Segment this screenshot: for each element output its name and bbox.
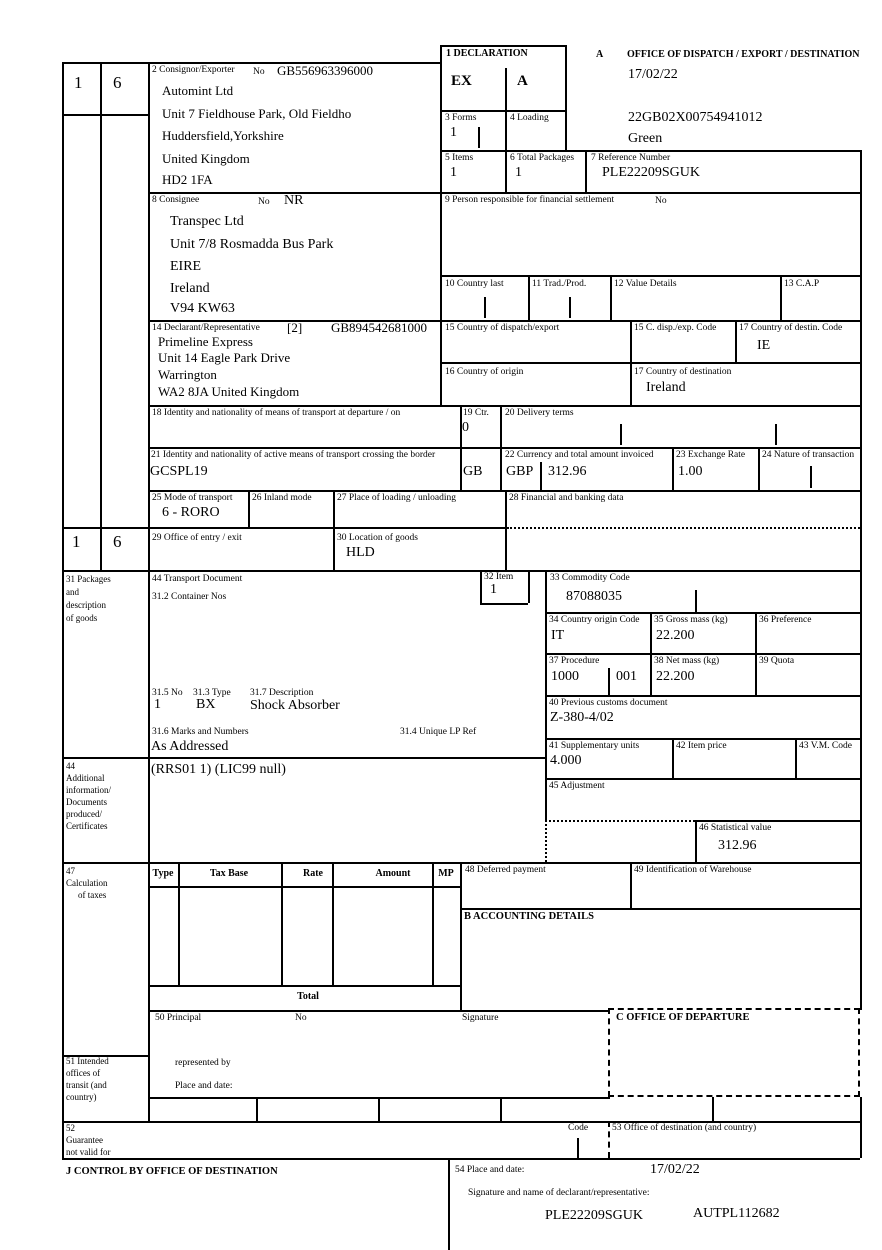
box47-margin-1: 47 [66,866,75,876]
box8-line2: Unit 7/8 Rosmadda Bus Park [170,237,334,252]
box2-line5: HD2 1FA [162,172,213,187]
box16-label: 16 Country of origin [445,367,524,377]
form-rule [608,668,610,695]
box7-value: PLE22209SGUK [602,165,701,180]
form-rule [545,570,547,820]
box1-type: EX [451,73,472,89]
box54-label: 54 Place and date: [455,1165,525,1175]
form-rule [333,490,335,570]
form-rule [178,862,180,985]
box8-line3: EIRE [170,259,202,274]
office-a-prefix: A [596,49,604,60]
office-a-date: 17/02/22 [628,67,678,82]
form-rule [795,738,797,778]
box1-label: 1 DECLARATION [446,48,528,59]
authorisation-number: AUTPL112682 [693,1206,780,1221]
form-rule [148,1010,610,1012]
box17-label: 17 Country of destination [634,367,732,377]
box44-margin-3: information/ [66,785,111,795]
form-rule [565,45,567,152]
box29-label: 29 Office of entry / exit [152,533,242,543]
box44-margin-6: Certificates [66,821,108,831]
box31-7-value: Shock Absorber [250,698,340,713]
box14-line3: Warrington [158,367,217,382]
box31-3-label: 31.3 Type [193,688,231,698]
form-rule [528,275,530,320]
box30-value: HLD [346,545,375,560]
box52-margin-2: Guarantee [66,1135,103,1145]
form-rule [62,62,64,1160]
box22-amount: 312.96 [548,464,587,479]
box18-label: 18 Identity and nationality of means of transport at departure / on [152,408,401,418]
box34-label: 34 Country origin Code [549,615,640,625]
box24-label: 24 Nature of transaction [762,450,855,460]
form-rule [585,150,587,192]
box14-label: 14 Declarant/Representative [152,323,260,333]
form-rule [480,570,482,603]
box15-label: 15 Country of dispatch/export [445,323,560,333]
box31-4-label: 31.4 Unique LP Ref [400,727,477,737]
box40-value: Z-380-4/02 [550,710,614,725]
form-rule [100,62,102,570]
form-rule [500,1097,502,1121]
box17-value: Ireland [646,380,686,395]
form-rule [281,862,283,985]
box31-6-label: 31.6 Marks and Numbers [152,727,249,737]
box1-procedure: A [517,73,528,89]
box8-line1: Transpec Ltd [170,214,244,229]
form-rule [248,490,250,527]
form-rule [62,62,440,64]
box50-label: 50 Principal [155,1013,202,1023]
form-rule-dotted [545,820,547,862]
form-rule [695,590,697,612]
box10-label: 10 Country last [445,279,504,289]
box31-margin-4: of goods [66,613,98,623]
box22-label: 22 Currency and total amount invoiced [505,450,654,460]
form-rule [569,297,571,318]
form-rule [256,1097,258,1121]
box8-line5: V94 KW63 [170,301,235,316]
tax-header-type: Type [152,868,174,879]
form-rule [62,1158,860,1160]
box5-label: 5 Items [445,153,474,163]
box39-label: 39 Quota [759,656,795,666]
box13-label: 13 C.A.P [784,279,820,289]
form-rule [148,985,460,987]
box28-label: 28 Financial and banking data [509,493,624,503]
box52-margin-3: not valid for [66,1147,111,1157]
box38-value: 22.200 [656,669,695,684]
form-rule [577,1138,579,1158]
form-rule [755,612,757,695]
box17a-value: IE [757,338,771,353]
form-rule [448,1158,450,1250]
form-rule [500,405,502,490]
form-rule [505,68,507,192]
form-rule [440,275,860,277]
box2-no-label: No [253,67,265,77]
form-rule [460,405,462,490]
box33-label: 33 Commodity Code [550,573,630,583]
form-rule [484,297,486,318]
box23-label: 23 Exchange Rate [676,450,746,460]
box31-6-value: As Addressed [151,739,229,754]
box11-label: 11 Trad./Prod. [532,279,587,289]
box2-line1: Automint Ltd [162,83,234,98]
box37-extra: 001 [616,669,637,684]
box8-line4: Ireland [170,281,210,296]
form-rule [695,820,860,822]
form-rule [540,462,542,490]
box21-nationality: GB [463,464,483,479]
form-rule [860,1097,862,1158]
j-control-header: J CONTROL BY OFFICE OF DESTINATION [66,1166,278,1177]
form-rule [758,447,760,490]
tax-header-taxbase: Tax Base [209,868,249,879]
form-rule [620,424,622,445]
box31-5-value: 1 [154,697,161,712]
box8-label: 8 Consignee [152,195,200,205]
box43-label: 43 V.M. Code [799,741,852,751]
box54-date: 17/02/22 [650,1162,700,1177]
form-rule [440,362,860,364]
box22-currency: GBP [506,464,534,479]
box41-value: 4.000 [550,753,582,768]
box14-id: GB894542681000 [331,320,428,335]
box53-label: 53 Office of destination (and country) [612,1123,757,1133]
form-rule [148,320,860,322]
form-rule [545,653,860,655]
form-rule [505,490,507,570]
box7-label: 7 Reference Number [591,153,671,163]
copy-number-6: 6 [113,73,122,92]
box14-line1: Primeline Express [158,334,253,349]
office-a-title: OFFICE OF DISPATCH / EXPORT / DESTINATION [627,49,860,60]
accounting-header: B ACCOUNTING DETAILS [464,911,594,922]
form-rule [148,490,860,492]
box52-margin-1: 52 [66,1123,75,1133]
box3-label: 3 Forms [445,113,477,123]
form-rule [545,778,860,780]
box44t-label: 44 Transport Document [152,574,243,584]
box36-label: 36 Preference [759,615,812,625]
form-rule [378,1097,380,1121]
copy-number-6-lower: 6 [113,532,122,551]
form-rule [545,695,860,697]
box19-label: 19 Ctr. [463,408,489,418]
form-rule [860,150,862,1010]
form-rule [62,757,545,759]
box51-margin-1: 51 Intended [66,1056,109,1066]
box26-label: 26 Inland mode [252,493,312,503]
box23-value: 1.00 [678,464,703,479]
box3-value: 1 [450,125,457,140]
copy-number-1-lower: 1 [72,532,81,551]
code-label: Code [568,1123,589,1133]
box33-value: 87088035 [566,589,622,604]
box2-line4: United Kingdom [162,151,250,166]
form-rule-dashed [608,1121,610,1158]
box47-margin-3: of taxes [78,890,107,900]
box51-margin-2: offices of [66,1068,101,1078]
box27-label: 27 Place of loading / unloading [337,493,456,503]
box44-margin-1: 44 [66,761,75,771]
form-rule [630,320,632,405]
form-rule [545,738,860,740]
form-rule [62,527,507,529]
box21-label: 21 Identity and nationality of active means of transport crossing the border [151,450,436,460]
box30-label: 30 Location of goods [337,533,419,543]
box17a-label: 17 Country of destin. Code [739,323,843,333]
form-rule [460,862,462,1010]
box40-label: 40 Previous customs document [549,698,668,708]
box14-line4: WA2 8JA United Kingdom [158,384,300,399]
box9-no-label: No [655,196,667,206]
box37-label: 37 Procedure [549,656,600,666]
signature-reference: PLE22209SGUK [545,1208,644,1223]
form-rule [478,127,480,148]
box50-represented: represented by [175,1058,231,1068]
box19-value: 0 [462,420,469,435]
box2-label: 2 Consignor/Exporter [152,65,235,75]
box45-label: 45 Adjustment [549,781,605,791]
box44-margin-5: produced/ [66,809,102,819]
box48-label: 48 Deferred payment [465,865,546,875]
box31-margin-1: 31 Packages [66,574,111,584]
form-rule [630,862,632,908]
box31-3-value: BX [196,697,216,712]
form-rule [672,447,674,490]
form-rule [440,150,860,152]
box14-code: [2] [287,320,303,335]
box25-value: 6 - RORO [162,505,220,520]
box44-margin-2: Additional [66,773,105,783]
box31-5-label: 31.5 No [152,688,183,698]
routing-value: Green [628,131,663,146]
box2-eori: GB556963396000 [277,63,374,78]
box51-margin-4: country) [66,1092,97,1102]
form-rule [148,447,860,449]
box8-id: NR [284,193,304,208]
tax-header-amount: Amount [375,868,411,879]
box47-margin-2: Calculation [66,878,108,888]
form-rule [148,192,860,194]
form-rule [460,908,860,910]
copy-number-1: 1 [74,73,83,92]
form-rule [650,612,652,695]
box49-label: 49 Identification of Warehouse [634,865,752,875]
form-rule-dotted [507,527,860,529]
form-rule [432,862,434,985]
box4-label: 4 Loading [510,113,549,123]
form-rule [332,862,334,985]
form-rule [735,320,737,362]
box5-value: 1 [450,165,457,180]
tax-total-label: Total [297,991,319,1002]
box46-label: 46 Statistical value [699,823,772,833]
form-rule [610,275,612,320]
form-rule [440,110,565,112]
form-rule [440,45,442,405]
box6-value: 1 [515,165,522,180]
form-rule [528,570,530,603]
form-rule [62,570,860,572]
box31-margin-3: description [66,600,106,610]
box34-value: IT [551,628,565,643]
box15a-label: 15 C. disp./exp. Code [634,323,717,333]
box31-2-label: 31.2 Container Nos [152,592,227,602]
form-rule [695,820,697,862]
box21-value: GCSPL19 [150,464,208,479]
form-rule [775,424,777,445]
mrn-value: 22GB02X00754941012 [628,110,763,125]
form-rule [672,738,674,778]
box20-label: 20 Delivery terms [505,408,574,418]
form-rule [62,114,148,116]
box51-margin-3: transit (and [66,1080,107,1090]
form-rule [440,45,567,47]
box44-margin-4: Documents [66,797,107,807]
box8-no-label: No [258,197,270,207]
form-rule [148,886,460,888]
c-office-header: C OFFICE OF DEPARTURE [616,1012,750,1023]
tax-header-mp: MP [438,868,454,879]
box14-line2: Unit 14 Eagle Park Drive [158,350,291,365]
form-rule [480,603,528,605]
box50-place-label: Place and date: [175,1081,233,1091]
box37-value: 1000 [551,669,579,684]
box2-line2: Unit 7 Fieldhouse Park, Old Fieldho [162,106,352,121]
box50-signature-label: Signature [462,1013,499,1023]
box32-label: 32 Item [484,572,514,582]
box50-no-label: No [295,1013,307,1023]
box41-label: 41 Supplementary units [549,741,640,751]
signature-name-label: Signature and name of declarant/representative: [468,1188,650,1198]
form-rule [545,612,860,614]
box31-7-label: 31.7 Description [250,688,314,698]
form-rule [780,275,782,320]
form-rule-dotted [545,820,695,822]
box32-value: 1 [490,582,497,597]
box35-value: 22.200 [656,628,695,643]
box31-margin-2: and [66,587,79,597]
box42-label: 42 Item price [676,741,727,751]
box44-value: (RRS01 1) (LIC99 null) [151,762,286,777]
form-rule [148,405,860,407]
tax-header-rate: Rate [303,868,323,879]
form-rule [712,1097,714,1121]
box25-label: 25 Mode of transport [152,493,233,503]
form-rule [810,466,812,488]
box9-label: 9 Person responsible for financial settlement [445,195,615,205]
box2-line3: Huddersfield,Yorkshire [162,128,284,143]
box35-label: 35 Gross mass (kg) [654,615,728,625]
box12-label: 12 Value Details [614,279,677,289]
box38-label: 38 Net mass (kg) [654,656,720,666]
box6-label: 6 Total Packages [510,153,575,163]
form-rule [148,62,150,1121]
box46-value: 312.96 [718,838,757,853]
